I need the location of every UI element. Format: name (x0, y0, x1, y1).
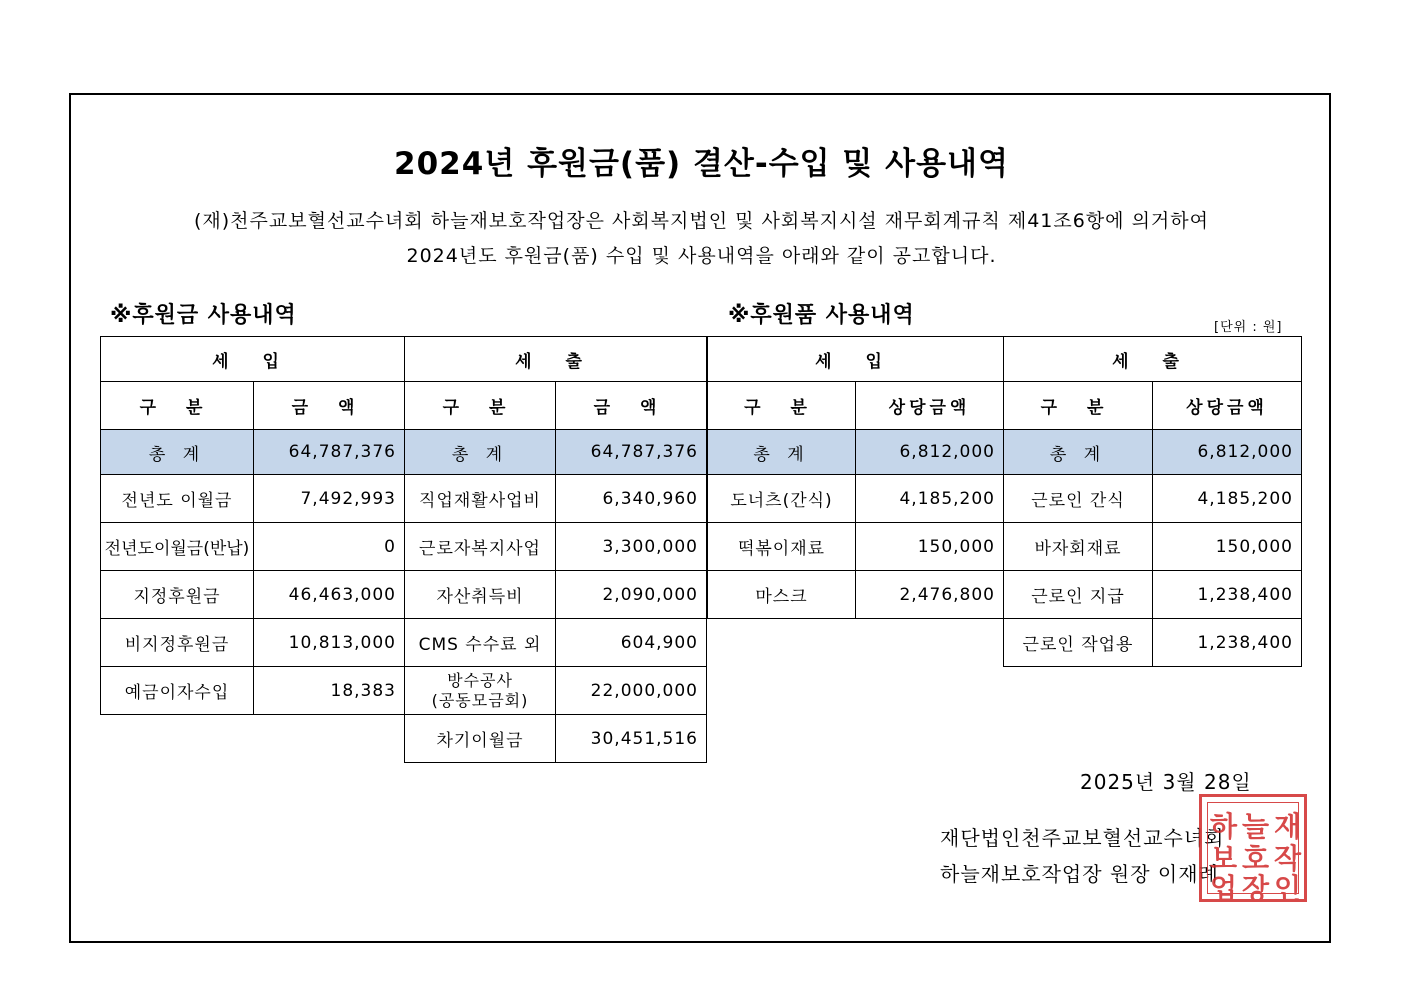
table-row (101, 667, 707, 715)
money-expense-value: 22,000,000 (556, 667, 707, 715)
official-seal-icon: 하 늘 재 보 호 작 업 장 인 (1199, 794, 1307, 902)
goods-income-label: 떡볶이재료 (708, 523, 856, 571)
money-income-label: 전년도 이월금 (101, 475, 254, 523)
money-income-value: 46,463,000 (254, 571, 405, 619)
intro-line-2: 2024년도 후원금(품) 수입 및 사용내역을 아래와 같이 공고합니다. (406, 245, 997, 267)
table-row (708, 523, 1302, 571)
goods-table (707, 336, 1302, 667)
goods-expense-col-amount: 상당금액 (1153, 382, 1302, 430)
goods-income-col-amount: 상당금액 (856, 382, 1004, 430)
goods-expense-label: 근로인 지급 (1004, 571, 1153, 619)
money-income-col-category: 구 분 (101, 382, 254, 430)
goods-expense-value: 1,238,400 (1153, 571, 1302, 619)
money-income-label: 지정후원금 (101, 571, 254, 619)
table-row (101, 571, 707, 619)
intro-line-1: (재)천주교보혈선교수녀회 하늘재보호작업장은 사회복지법인 및 사회복지시설 재무회계규칙 제41조6항에 의거하여 (193, 210, 1209, 232)
goods-expense-total-value: 6,812,000 (1153, 430, 1302, 475)
goods-expense-total-label: 총 계 (1004, 430, 1153, 475)
goods-expense-col-category: 구 분 (1004, 382, 1153, 430)
money-expense-value: 2,090,000 (556, 571, 707, 619)
money-expense-label: 직업재활사업비 (405, 475, 556, 523)
money-expense-col-category: 구 분 (405, 382, 556, 430)
goods-income-value: 4,185,200 (856, 475, 1004, 523)
money-income-header: 세 입 (101, 337, 405, 382)
money-income-value: 0 (254, 523, 405, 571)
table-row (708, 571, 1302, 619)
organization-name: 재단법인천주교보혈선교수녀회 (940, 826, 1225, 850)
money-income-label: 전년도이월금(반납) (101, 523, 254, 571)
money-income-value: 18,383 (254, 667, 405, 715)
money-income-value: 10,813,000 (254, 619, 405, 667)
goods-expense-value: 1,238,400 (1153, 619, 1302, 667)
goods-income-col-category: 구 분 (708, 382, 856, 430)
section-money-title: ※후원금 사용내역 (110, 303, 297, 328)
goods-income-total-label: 총 계 (708, 430, 856, 475)
goods-income-label: 도너츠(간식) (708, 475, 856, 523)
section-goods-title: ※후원품 사용내역 (728, 303, 915, 328)
goods-expense-header: 세 출 (1004, 337, 1302, 382)
table-row (101, 523, 707, 571)
goods-expense-label: 바자회재료 (1004, 523, 1153, 571)
money-income-label: 예금이자수입 (101, 667, 254, 715)
table-row (101, 475, 707, 523)
money-expense-label: 자산취득비 (405, 571, 556, 619)
money-income-total-label: 총 계 (101, 430, 254, 475)
money-table (100, 336, 707, 763)
goods-expense-label: 근로인 간식 (1004, 475, 1153, 523)
money-income-value: 7,492,993 (254, 475, 405, 523)
money-expense-value: 3,300,000 (556, 523, 707, 571)
money-expense-label: 방수공사 (공동모금회) (405, 667, 556, 715)
announcement-date: 2025년 3월 28일 (1080, 770, 1252, 794)
goods-expense-value: 4,185,200 (1153, 475, 1302, 523)
money-expense-value: 6,340,960 (556, 475, 707, 523)
money-income-label: 비지정후원금 (101, 619, 254, 667)
goods-expense-value: 150,000 (1153, 523, 1302, 571)
unit-label: [단위 : 원] (1214, 320, 1283, 335)
table-row (708, 475, 1302, 523)
money-expense-label: 차기이월금 (405, 715, 556, 763)
money-expense-value: 604,900 (556, 619, 707, 667)
money-expense-label: CMS 수수료 외 (405, 619, 556, 667)
goods-income-value: 150,000 (856, 523, 1004, 571)
table-row (708, 619, 1302, 667)
director-signature-line: 하늘재보호작업장 원장 이재례 (940, 862, 1219, 886)
goods-income-header: 세 입 (708, 337, 1004, 382)
money-expense-header: 세 출 (405, 337, 707, 382)
page-title: 2024년 후원금(품) 결산-수입 및 사용내역 (394, 146, 1009, 182)
table-row (101, 715, 707, 763)
money-expense-total-value: 64,787,376 (556, 430, 707, 475)
goods-expense-label: 근로인 작업용 (1004, 619, 1153, 667)
goods-income-total-value: 6,812,000 (856, 430, 1004, 475)
money-expense-col-amount: 금 액 (556, 382, 707, 430)
money-income-col-amount: 금 액 (254, 382, 405, 430)
money-income-total-value: 64,787,376 (254, 430, 405, 475)
goods-income-value: 2,476,800 (856, 571, 1004, 619)
goods-income-label: 마스크 (708, 571, 856, 619)
money-expense-total-label: 총 계 (405, 430, 556, 475)
money-expense-label: 근로자복지사업 (405, 523, 556, 571)
table-row (101, 619, 707, 667)
money-expense-value: 30,451,516 (556, 715, 707, 763)
